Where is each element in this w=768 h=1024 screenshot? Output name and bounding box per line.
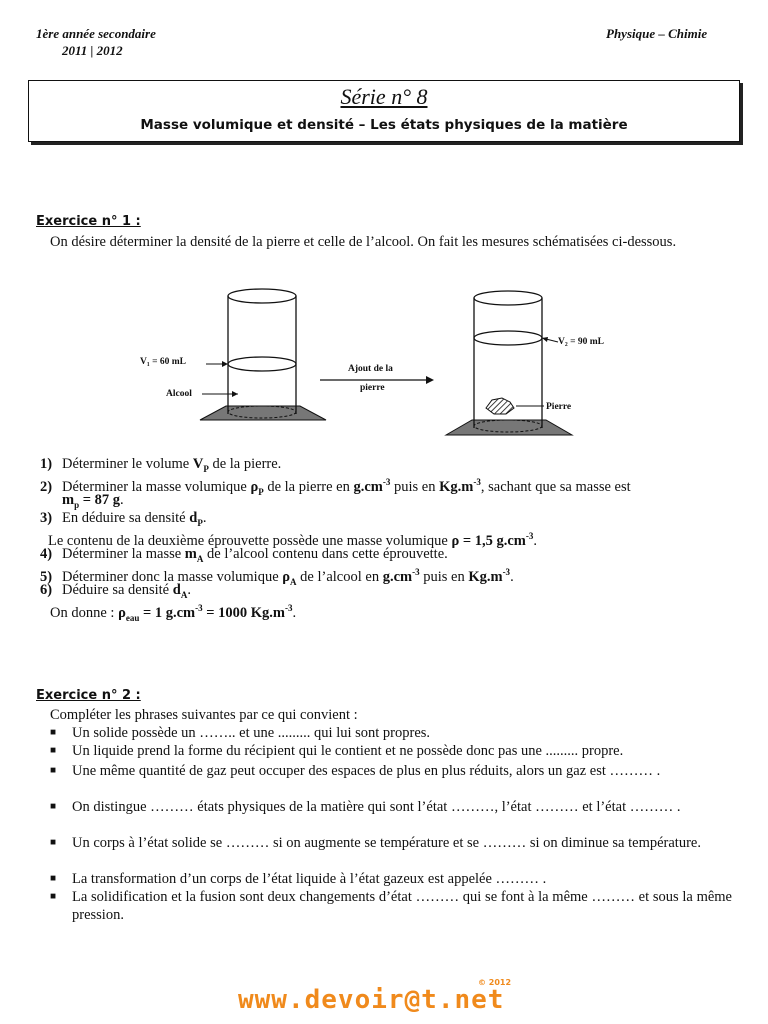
bullet-icon: ■ bbox=[50, 745, 57, 756]
bullet-icon: ■ bbox=[50, 873, 57, 884]
arrow-label-1: Ajout de la bbox=[348, 364, 393, 374]
list-item: La solidification et la fusion sont deux changements d’état ……… qui se font à la même ……… et sous la même pression. bbox=[72, 889, 732, 923]
label-v2: V₂ = 90 mL bbox=[558, 337, 604, 347]
arrow-label-2: pierre bbox=[360, 383, 385, 393]
question-4: 4) Déterminer la masse $m_A$ de l’alcool contenu dans cette éprouvette. bbox=[40, 546, 448, 564]
bullet-icon: ■ bbox=[50, 765, 57, 776]
exercise-2-title: Exercice n° 2 : bbox=[36, 688, 141, 703]
stone-shape bbox=[486, 398, 514, 414]
exercise-2-intro: Compléter les phrases suivantes par ce qui convient : bbox=[50, 707, 358, 723]
context-line: Le contenu de la deuxième éprouvette possède une masse volumique ρ = 1,5 $g.cm^{-3}$. bbox=[48, 531, 537, 549]
bullet-icon: ■ bbox=[50, 801, 57, 812]
title-box bbox=[28, 80, 740, 142]
serie-title: Série n° 8 bbox=[340, 84, 428, 109]
question-2-mass: $m_p = 87$ g. bbox=[62, 492, 124, 510]
exercise-1-intro: On désire déterminer la densité de la pierre et celle de l’alcool. On fait les mesures schématisées ci-dessous. bbox=[50, 234, 677, 250]
page-subtitle: Masse volumique et densité – Les états physiques de la matière bbox=[140, 117, 628, 133]
label-v1: V₁ = 60 mL bbox=[140, 357, 186, 367]
cylinder-figure bbox=[130, 280, 650, 440]
bullet-icon: ■ bbox=[50, 891, 57, 902]
list-item: Un solide possède un …….. et une ......... qui lui sont propres. bbox=[72, 725, 431, 741]
list-item: La transformation d’un corps de l’état liquide à l’état gazeux est appelée ……… . bbox=[72, 871, 547, 887]
question-1: 1) Déterminer le volume $V_P$ de la pierre. bbox=[40, 456, 282, 474]
label-pierre: Pierre bbox=[546, 402, 572, 412]
cylinder-left bbox=[200, 289, 326, 420]
subject-label: Physique – Chimie bbox=[606, 26, 708, 41]
bullet-icon: ■ bbox=[50, 837, 57, 848]
label-alcool: Alcool bbox=[166, 389, 192, 399]
cylinder-right bbox=[446, 291, 572, 435]
question-2: 2) Déterminer la masse volumique $\rho_P$ de la pierre en $g.cm^{-3}$ puis en $Kg.m^{-3}$, sachant que sa masse est bbox=[40, 477, 631, 497]
level-label: 1ère année secondaire bbox=[36, 26, 156, 41]
exercise-1-title: Exercice n° 1 : bbox=[36, 214, 141, 229]
list-item: Une même quantité de gaz peut occuper des espaces de plus en plus réduits, alors un gaz est ……… . bbox=[72, 763, 661, 779]
question-5: 5) Déterminer donc la masse volumique $\rho_A$ de l’alcool en $g.cm^{-3}$ puis en $Kg.m^{-3}$. bbox=[40, 567, 514, 587]
footer-site: www.devoir@t.net bbox=[238, 985, 505, 1015]
list-item: Un liquide prend la forme du récipient qui le contient et ne possède donc pas une ......... propre. bbox=[72, 743, 624, 759]
list-item: On distingue ……… états physiques de la matière qui sont l’état ………, l’état ……… et l’état ……… . bbox=[72, 799, 681, 815]
question-3: 3) En déduire sa densité $d_P$. bbox=[40, 510, 207, 528]
bullet-icon: ■ bbox=[50, 727, 57, 738]
given-data: On donne : $\rho_{eau} = 1$ $g.cm^{-3} = 1000$ $Kg.m^{-3}$. bbox=[50, 603, 297, 623]
list-item: Un corps à l’état solide se ……… si on augmente se température et se ……… si on diminue sa température. bbox=[72, 835, 701, 851]
school-year: 2011 | 2012 bbox=[62, 43, 123, 58]
question-6: 6) Déduire sa densité $d_A$. bbox=[40, 582, 191, 600]
footer-copyright: © 2012 bbox=[478, 978, 512, 987]
